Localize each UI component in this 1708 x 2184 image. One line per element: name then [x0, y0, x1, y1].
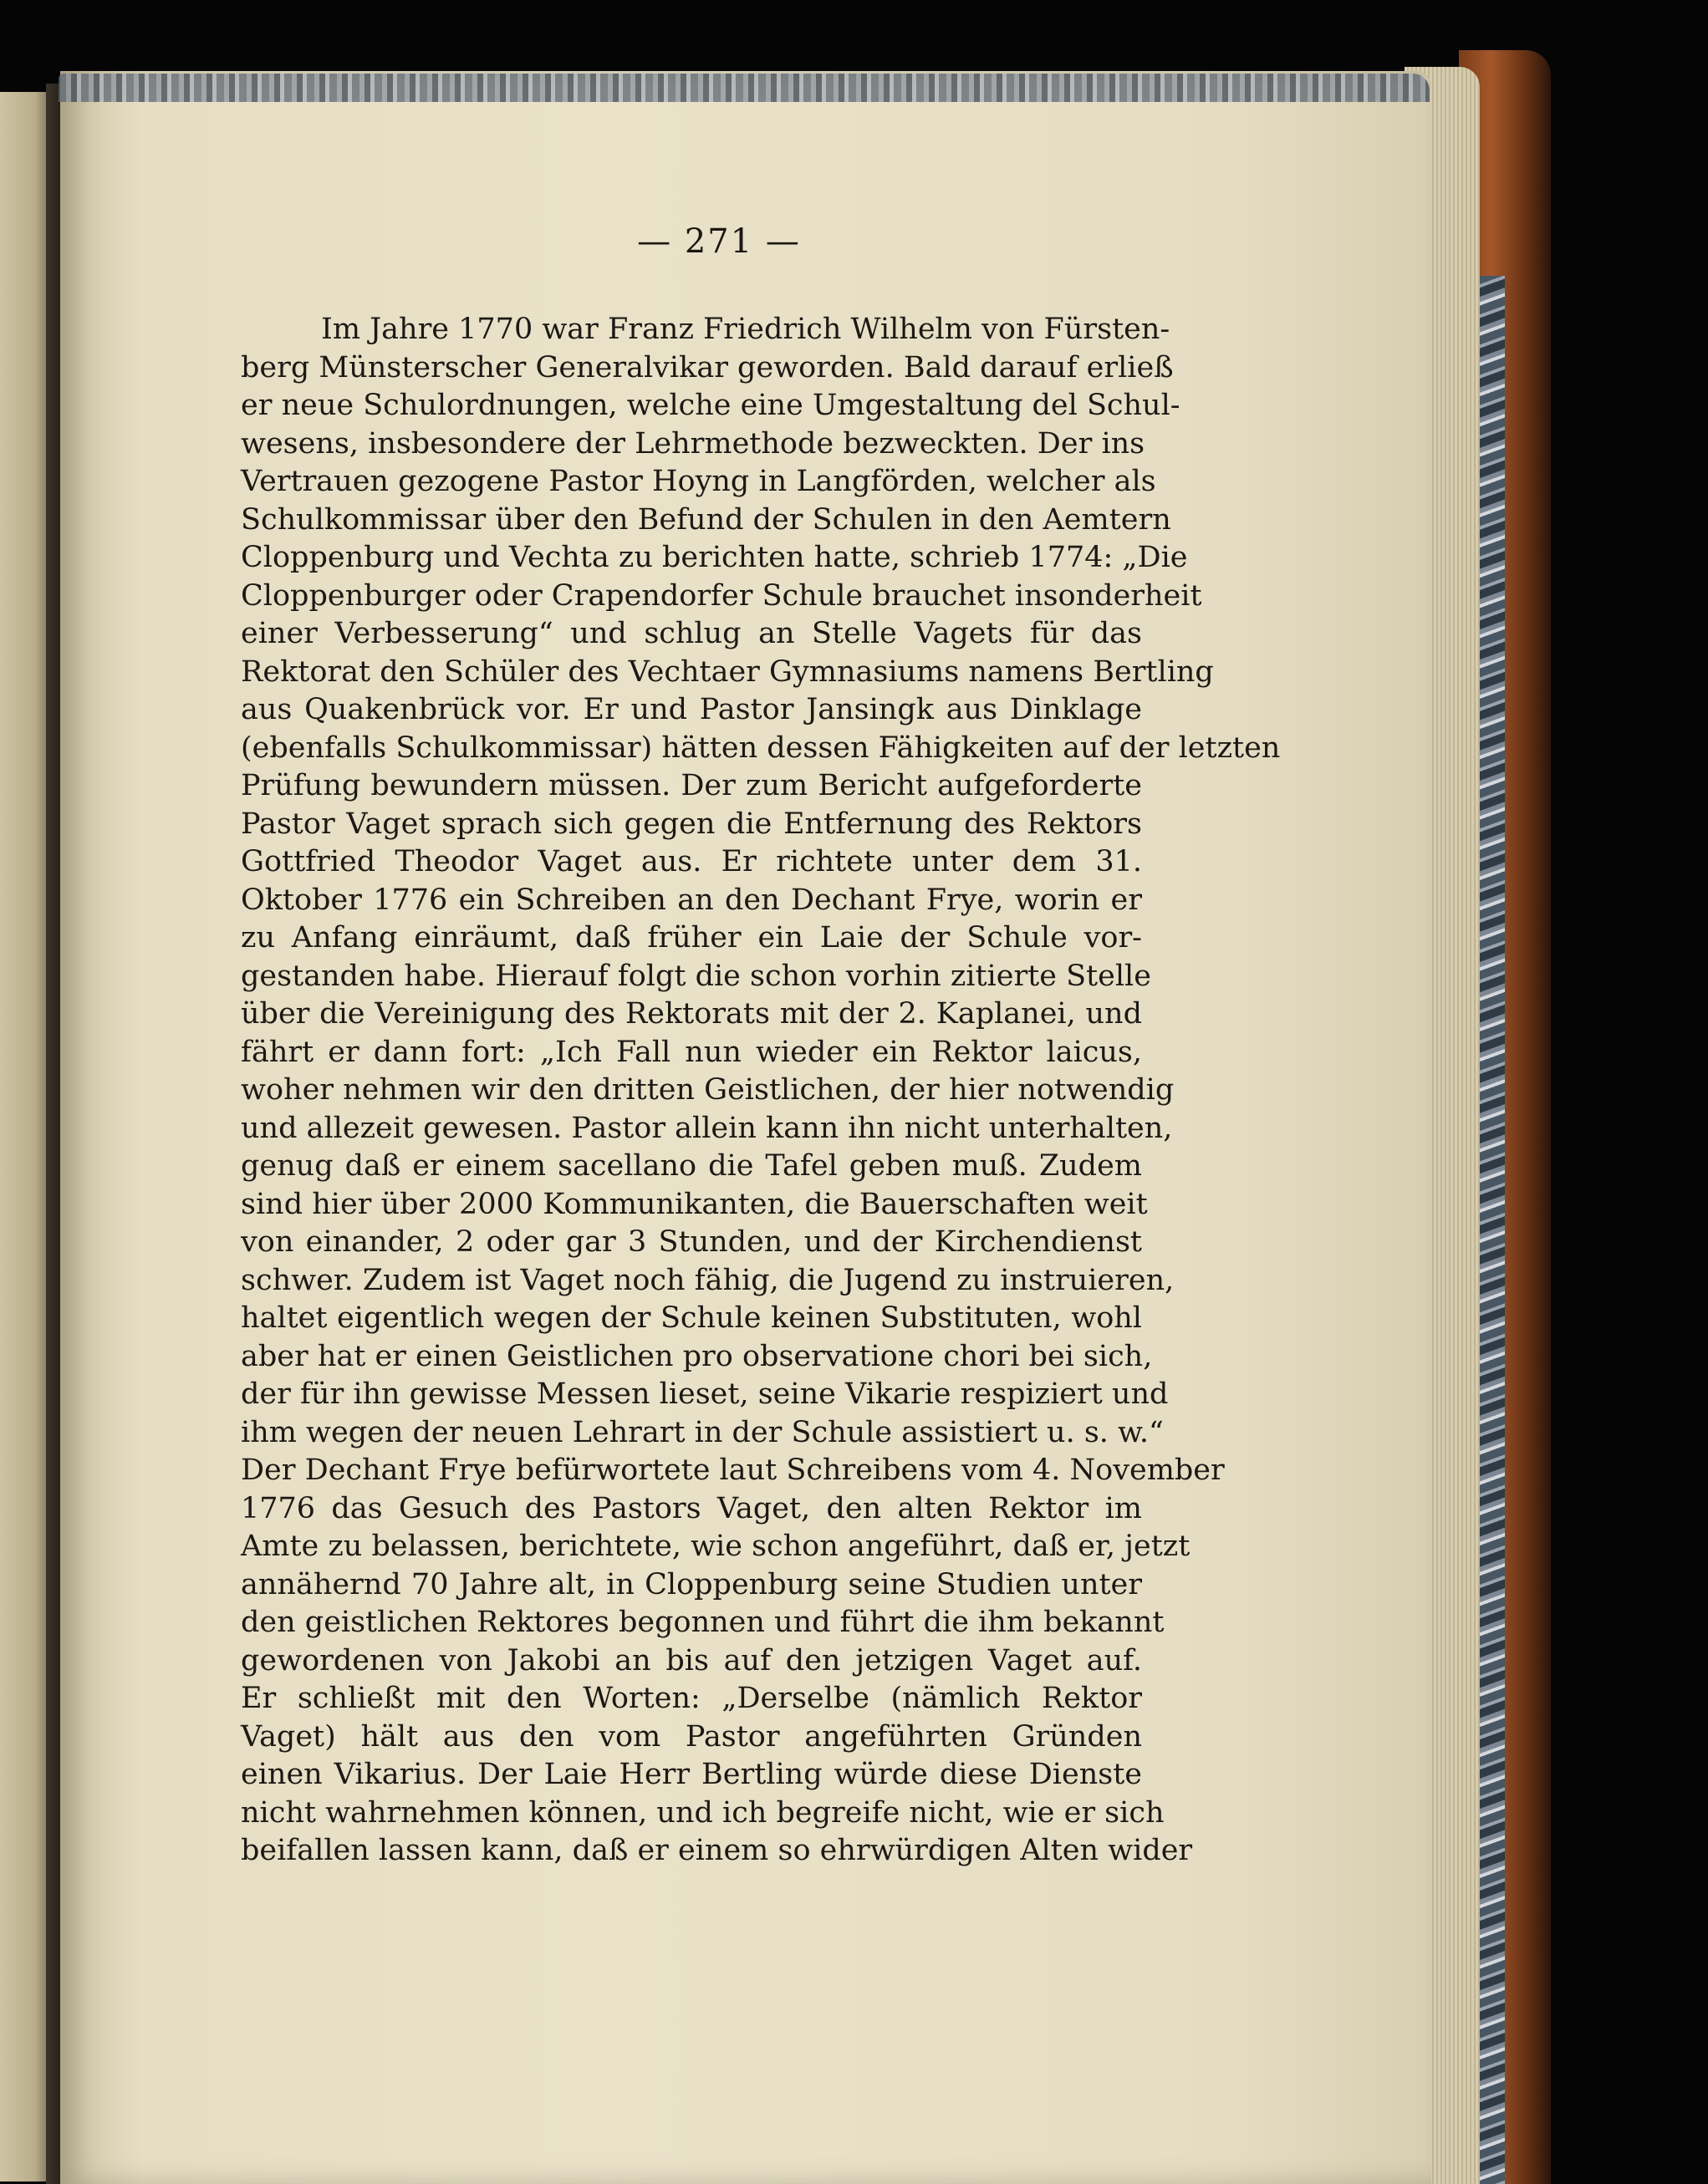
- text-line: einen Vikarius. Der Laie Herr Bertling würde diese Dienste: [241, 1758, 1142, 1791]
- text-line: gestanden habe. Hierauf folgt die schon vorhin zitierte Stelle: [241, 959, 1151, 993]
- text-line: Amte zu belassen, berichtete, wie schon angeführt, daß er, jetzt: [241, 1530, 1191, 1563]
- text-line: 1776 das Gesuch des Pastors Vaget, den alten Rektor im: [241, 1491, 1142, 1525]
- text-line: zu Anfang einräumt, daß früher ein Laie der Schule vor-: [241, 921, 1142, 955]
- text-line: einer Verbesserung“ und schlug an Stelle Vagets für das: [241, 617, 1142, 650]
- text-line: Er schließt mit den Worten: „Derselbe (nämlich Rektor: [241, 1682, 1142, 1715]
- text-line: annähernd 70 Jahre alt, in Cloppenburg seine Studien unter: [241, 1567, 1142, 1601]
- text-line: Gottfried Theodor Vaget aus. Er richtete unter dem 31.: [241, 845, 1142, 878]
- text-line: wesens, insbesondere der Lehrmethode bezweckten. Der ins: [241, 426, 1145, 461]
- text-line: Cloppenburger oder Crapendorfer Schule brauchet insonderheit: [241, 578, 1202, 613]
- text-line: beifallen lassen kann, daß er einem so ehrwürdigen Alten wider: [241, 1834, 1193, 1867]
- text-line: gewordenen von Jakobi an bis auf den jetzigen Vaget auf.: [241, 1643, 1142, 1677]
- page-number: — 271 —: [637, 222, 801, 261]
- text-line: Pastor Vaget sprach sich gegen die Entfernung des Rektors: [241, 807, 1142, 841]
- left-page-edge: [0, 92, 50, 2181]
- text-line: er neue Schulordnungen, welche eine Umgestaltung del Schul-: [241, 389, 1180, 422]
- text-line: haltet eigentlich wegen der Schule keinen Substituten, wohl: [241, 1301, 1142, 1335]
- text-line: Der Dechant Frye befürwortete laut Schreibens vom 4. November: [241, 1453, 1225, 1487]
- marbled-top-edge: [59, 74, 1430, 102]
- text-line: schwer. Zudem ist Vaget noch fähig, die Jugend zu instruieren,: [241, 1263, 1175, 1297]
- text-line: Oktober 1776 ein Schreiben an den Dechant Frye, worin er: [241, 883, 1142, 917]
- text-line: ihm wegen der neuen Lehrart in der Schule assistiert u. s. w.“: [241, 1415, 1164, 1449]
- text-line: Vaget) hält aus den vom Pastor angeführten Gründen: [241, 1719, 1142, 1754]
- text-line: der für ihn gewisse Messen lieset, seine Vikarie respiziert und: [241, 1377, 1169, 1411]
- text-line: Im Jahre 1770 war Franz Friedrich Wilhelm von Fürsten-: [321, 313, 1170, 346]
- text-line: und allezeit gewesen. Pastor allein kann ihn nicht unterhalten,: [241, 1111, 1173, 1145]
- text-line: berg Münsterscher Generalvikar geworden. Bald darauf erließ: [241, 350, 1174, 384]
- text-line: den geistlichen Rektores begonnen und führt die ihm bekannt: [241, 1606, 1165, 1639]
- text-line: Cloppenburg und Vechta zu berichten hatte, schrieb 1774: „Die: [241, 541, 1188, 574]
- text-line: woher nehmen wir den dritten Geistlichen, der hier notwendig: [241, 1073, 1175, 1107]
- body-text: [241, 311, 1281, 1871]
- text-line: Vertrauen gezogene Pastor Hoyng in Langförden, welcher als: [241, 465, 1156, 498]
- text-line: nicht wahrnehmen können, und ich begreife nicht, wie er sich: [241, 1795, 1165, 1830]
- text-line: (ebenfalls Schulkommissar) hätten dessen Fähigkeiten auf der letzten: [241, 731, 1281, 765]
- text-line: Rektorat den Schüler des Vechtaer Gymnasiums namens Bertling: [241, 654, 1214, 689]
- text-line: sind hier über 2000 Kommunikanten, die Bauerschaften weit: [241, 1187, 1148, 1221]
- text-line: Schulkommissar über den Befund der Schulen in den Aemtern: [241, 502, 1171, 537]
- text-line: aus Quakenbrück vor. Er und Pastor Jansingk aus Dinklage: [241, 693, 1142, 726]
- text-line: aber hat er einen Geistlichen pro observatione chori bei sich,: [241, 1339, 1153, 1373]
- text-line: fährt er dann fort: „Ich Fall nun wieder ein Rektor laicus,: [241, 1035, 1142, 1069]
- text-line: über die Vereinigung des Rektorats mit der 2. Kaplanei, und: [241, 997, 1142, 1031]
- text-line: Prüfung bewundern müssen. Der zum Bericht aufgeforderte: [241, 769, 1142, 802]
- text-line: genug daß er einem sacellano die Tafel geben muß. Zudem: [241, 1149, 1142, 1183]
- text-line: von einander, 2 oder gar 3 Stunden, und der Kirchendienst: [241, 1225, 1142, 1259]
